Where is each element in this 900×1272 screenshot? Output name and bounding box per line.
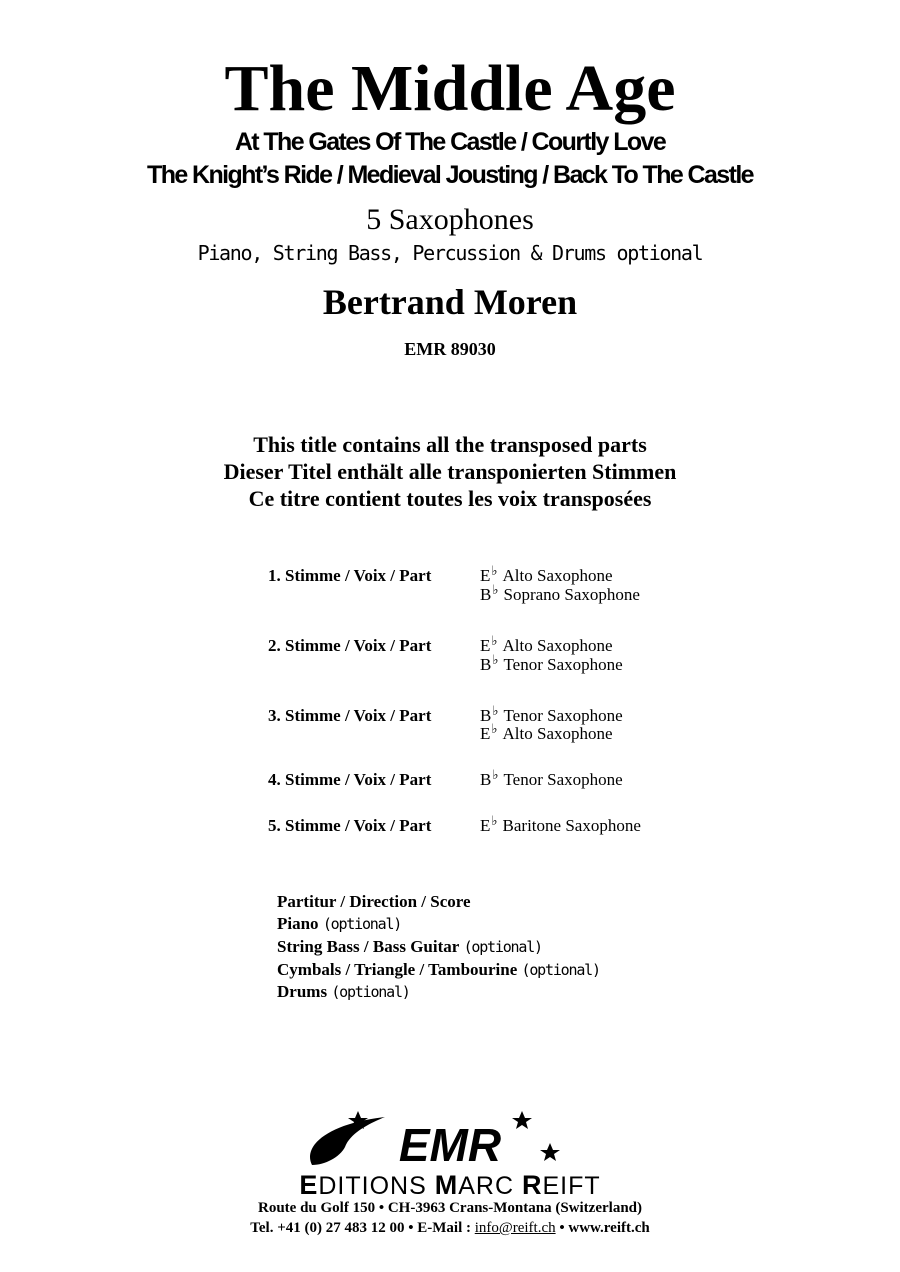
part-label: 3. Stimme / Voix / Part	[268, 706, 432, 725]
transposed-note: Ce titre contient toutes les voix transposées	[248, 486, 652, 511]
flat-icon: ♭	[492, 703, 499, 718]
part-instrument: B♭ Tenor Saxophone	[480, 703, 623, 725]
part-instrument: E♭ Baritone Saxophone	[480, 813, 641, 835]
part-label: 1. Stimme / Voix / Part	[268, 566, 432, 585]
flat-icon: ♭	[491, 563, 498, 578]
part-instrument: E♭ Alto Saxophone	[480, 721, 613, 743]
flat-icon: ♭	[491, 721, 498, 736]
logo-text: EMR	[398, 1119, 502, 1171]
flat-icon: ♭	[492, 767, 499, 782]
publisher-contact: Tel. +41 (0) 27 483 12 00 • E-Mail : info@reift.ch • www.reift.ch	[250, 1220, 650, 1236]
score-item: Drums (optional)	[277, 982, 410, 1001]
flat-icon: ♭	[491, 633, 498, 648]
emr-logo	[300, 1105, 600, 1175]
flat-icon: ♭	[492, 582, 499, 597]
part-label: 2. Stimme / Voix / Part	[268, 636, 432, 655]
flat-icon: ♭	[492, 652, 499, 667]
score-item: Piano (optional)	[277, 914, 402, 933]
part-instrument: B♭ Tenor Saxophone	[480, 652, 623, 674]
publisher-address: Route du Golf 150 • CH-3963 Crans-Montana (Switzerland)	[258, 1200, 642, 1216]
part-instrument: B♭ Tenor Saxophone	[480, 767, 623, 789]
page-title: The Middle Age	[224, 52, 676, 125]
catalog-number: EMR 89030	[404, 339, 496, 359]
flat-icon: ♭	[491, 813, 498, 828]
transposed-note: This title contains all the transposed parts	[253, 432, 647, 457]
transposed-note: Dieser Titel enthält alle transponierten Stimmen	[223, 459, 677, 484]
part-label: 4. Stimme / Voix / Part	[268, 770, 432, 789]
part-instrument: E♭ Alto Saxophone	[480, 563, 613, 585]
email-link[interactable]: info@reift.ch	[474, 1220, 556, 1236]
publisher-name: EDITIONS MARC REIFT	[299, 1170, 601, 1200]
subtitle-line: The Knight’s Ride / Medieval Jousting / Back To The Castle	[147, 161, 753, 189]
part-instrument: B♭ Soprano Saxophone	[480, 582, 640, 604]
star-icon	[512, 1111, 532, 1129]
composer: Bertrand Moren	[322, 282, 578, 322]
optional-instruments: Piano, String Bass, Percussion & Drums optional	[197, 241, 703, 265]
star-icon	[540, 1143, 560, 1161]
score-item: Cymbals / Triangle / Tambourine (optional)	[277, 960, 600, 979]
score-item: String Bass / Bass Guitar (optional)	[277, 937, 542, 956]
subtitle-line: At The Gates Of The Castle / Courtly Love	[234, 128, 666, 156]
instrumentation: 5 Saxophones	[366, 203, 534, 236]
part-label: 5. Stimme / Voix / Part	[268, 816, 432, 835]
score-item: Partitur / Direction / Score	[277, 892, 471, 911]
part-instrument: E♭ Alto Saxophone	[480, 633, 613, 655]
